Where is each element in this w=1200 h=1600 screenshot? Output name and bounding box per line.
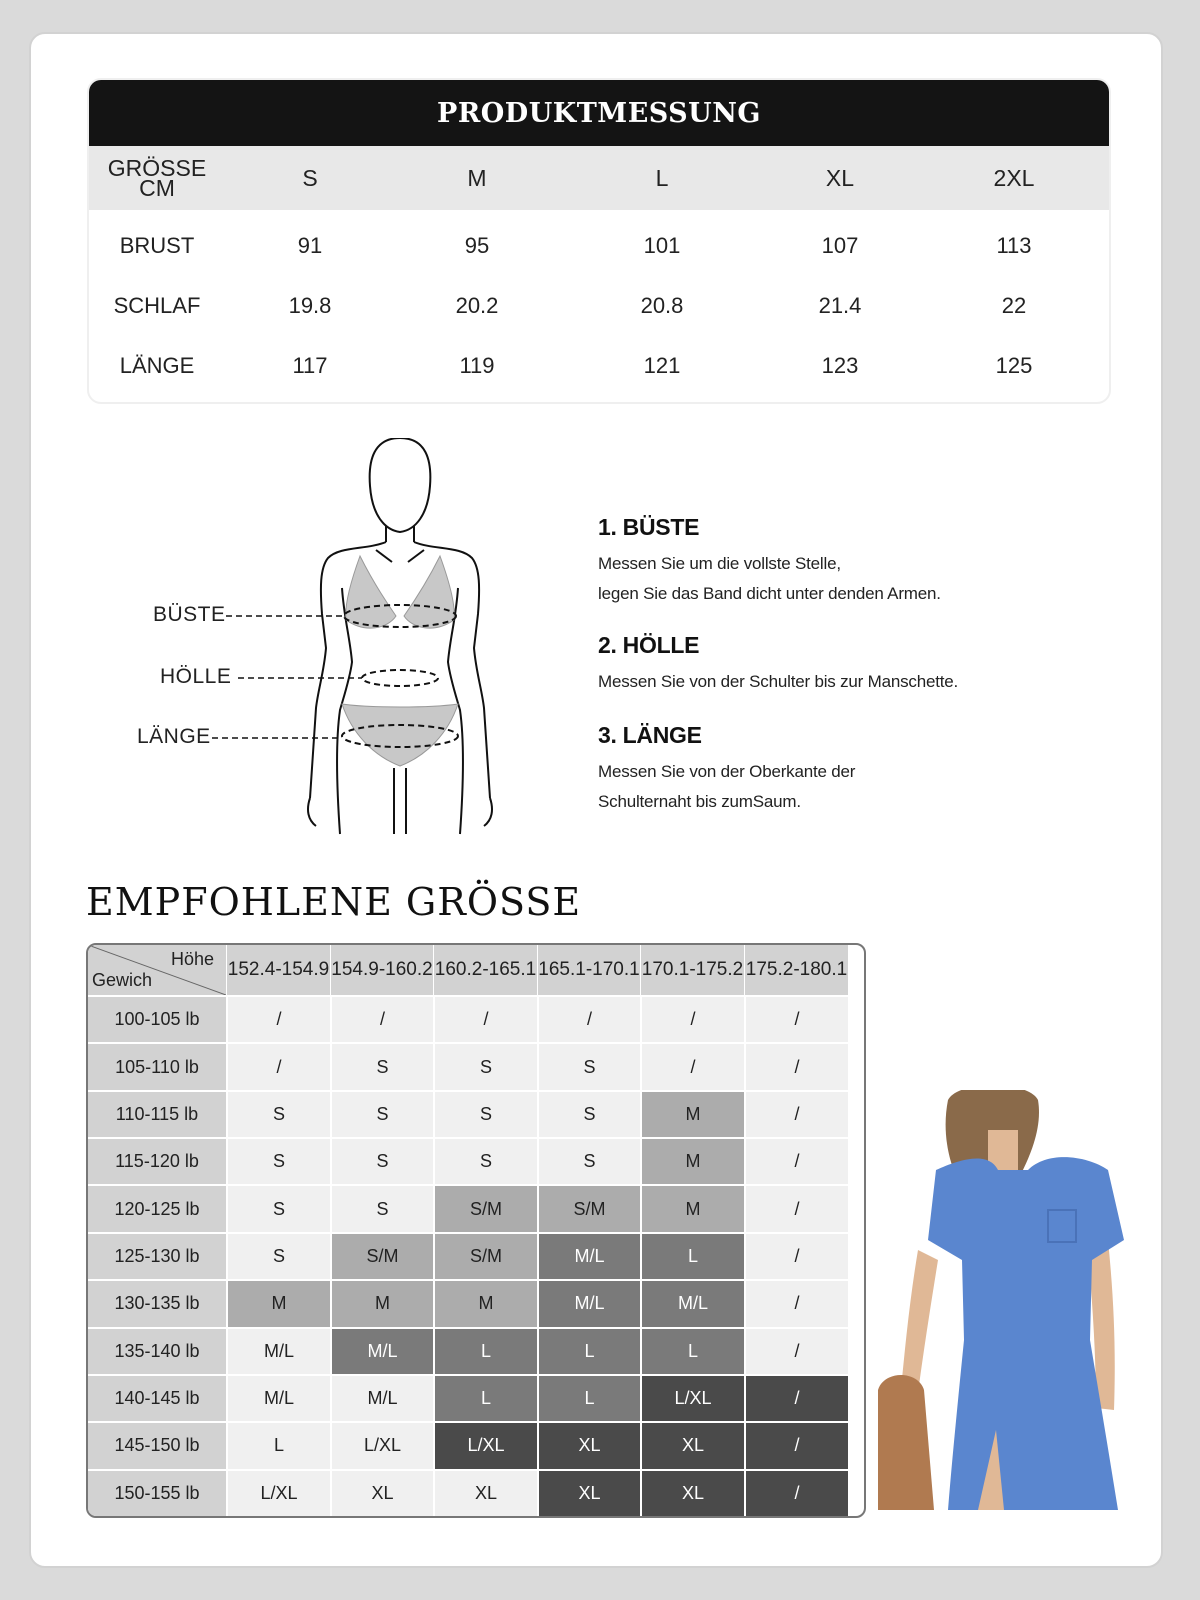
weight-row [88,995,864,1042]
weight-row [88,1042,864,1089]
size-recommendation-cell: / [433,995,537,1042]
height-column-header: 160.2-165.1 [433,945,537,995]
size-recommendation-cell: L/XL [226,1469,330,1516]
size-recommendation-cell: L [433,1374,537,1421]
size-recommendation-cell: S [330,1137,433,1184]
height-corner-label: Höhe [170,949,214,969]
size-recommendation-cell: / [640,1042,744,1089]
instruction-text: Messen Sie von der Oberkante der [598,762,856,781]
weight-row-header: 130-135 lb [88,1279,226,1326]
size-recommendation-cell: / [744,995,848,1042]
size-recommendation-cell: S/M [433,1184,537,1231]
size-recommendation-cell: M [226,1279,330,1326]
instruction-waist [598,632,1078,697]
instruction-heading: 3. LÄNGE [598,722,702,748]
size-recommendation-cell: S [433,1137,537,1184]
measurement-value: 125 [995,353,1033,378]
weight-row-header: 100-105 lb [88,995,226,1042]
size-recommendation-cell: S [330,1090,433,1137]
size-unit-header [89,146,225,210]
weight-row-header: 120-125 lb [88,1184,226,1231]
weight-row [88,1137,864,1184]
product-measurement-title: PRODUKTMESSUNG [89,80,1109,146]
measurement-value: 101 [643,233,681,258]
size-recommendation-cell: M/L [640,1279,744,1326]
size-recommendation-cell: L [226,1421,330,1468]
weight-row [88,1232,864,1279]
instruction-length [598,722,1078,817]
size-column-header: L [655,165,669,191]
size-recommendation-cell: / [744,1232,848,1279]
weight-row-header: 150-155 lb [88,1469,226,1516]
measurement-row [89,276,1109,336]
size-recommendation-cell: / [744,1279,848,1326]
weight-row-header: 110-115 lb [88,1090,226,1137]
weight-row [88,1421,864,1468]
instruction-text: Messen Sie um die vollste Stelle, [598,554,841,573]
weight-row [88,1090,864,1137]
weight-row [88,1184,864,1231]
size-recommendation-cell: S [226,1232,330,1279]
measurement-row [89,336,1109,396]
measurement-value: 91 [297,233,323,258]
instruction-heading: 1. BÜSTE [598,514,700,540]
size-recommendation-cell: S [433,1042,537,1089]
size-recommendation-cell: M [640,1184,744,1231]
size-recommendation-cell: L [537,1327,640,1374]
size-recommendation-cell: S/M [537,1184,640,1231]
waist-label: HÖLLE [160,665,232,688]
corner-header-cell [88,945,226,995]
size-recommendation-cell: / [226,1042,330,1089]
handbag [878,1375,934,1510]
size-recommendation-cell: M/L [330,1327,433,1374]
size-recommendation-cell: L/XL [330,1421,433,1468]
size-recommendation-cell: M [330,1279,433,1326]
size-recommendation-cell: / [640,995,744,1042]
measurement-label: LÄNGE [119,353,195,378]
measurement-value: 121 [643,353,681,378]
measurement-value: 20.2 [455,293,499,318]
size-recommendation-cell: S [330,1184,433,1231]
size-recommendation-cell: M/L [537,1279,640,1326]
size-recommendation-cell: XL [640,1469,744,1516]
measurement-value: 113 [996,233,1032,258]
size-recommendation-cell: / [744,1421,848,1468]
size-recommendation-cell: S [433,1090,537,1137]
measurement-value: 95 [464,233,490,258]
size-recommendation-cell: L [433,1327,537,1374]
measurement-value: 22 [1001,293,1027,318]
model-photo [878,1090,1158,1520]
size-recommendation-cell: M/L [330,1374,433,1421]
instruction-text: legen Sie das Band dicht unter denden Armen. [598,584,941,603]
weight-row [88,1469,864,1516]
size-column-header: XL [825,165,855,191]
height-column-header: 175.2-180.1 [744,945,848,995]
size-recommendation-cell: L/XL [433,1421,537,1468]
length-label: LÄNGE [137,725,211,748]
measurement-value: 107 [821,233,859,258]
measurement-value: 117 [292,353,328,378]
measurement-rows [89,210,1109,396]
size-recommendation-cell: XL [537,1469,640,1516]
size-column-header: S [302,165,318,191]
height-column-header: 165.1-170.1 [537,945,640,995]
weight-row [88,1279,864,1326]
size-recommendation-cell: M/L [226,1374,330,1421]
weight-row [88,1327,864,1374]
size-recommendation-cell: XL [640,1421,744,1468]
measurement-value: 21.4 [818,293,862,318]
weight-row [88,1374,864,1421]
weight-row-header: 140-145 lb [88,1374,226,1421]
size-recommendation-cell: S [226,1137,330,1184]
size-recommendation-cell: S [537,1042,640,1089]
measurement-row [89,216,1109,276]
size-recommendation-cell: M [640,1090,744,1137]
size-recommendation-cell: M/L [537,1232,640,1279]
size-recommendation-cell: S [226,1184,330,1231]
size-recommendation-cell: S [537,1090,640,1137]
size-recommendation-cell: / [744,1184,848,1231]
size-recommendation-cell: / [744,1374,848,1421]
weight-row-header: 115-120 lb [88,1137,226,1184]
size-recommendation-cell: S/M [433,1232,537,1279]
instruction-heading: 2. HÖLLE [598,632,700,658]
size-recommendation-cell: L/XL [640,1374,744,1421]
size-recommendation-cell: S [537,1137,640,1184]
measurement-label: SCHLAF [113,293,201,318]
size-column-header: M [467,165,487,191]
height-column-header: 170.1-175.2 [640,945,744,995]
weight-row-header: 125-130 lb [88,1232,226,1279]
size-recommendation-cell: L [537,1374,640,1421]
recommended-size-title: EMPFOHLENE GRÖSSE [86,880,582,924]
size-recommendation-cell: / [744,1469,848,1516]
size-recommendation-cell: S/M [330,1232,433,1279]
measurement-value: 20.8 [640,293,684,318]
weight-row-header: 145-150 lb [88,1421,226,1468]
instruction-text: Messen Sie von der Schulter bis zur Manschette. [598,672,959,691]
size-recommendation-cell: M/L [226,1327,330,1374]
unit-header-label: CM [139,175,175,201]
height-column-header: 152.4-154.9 [226,945,330,995]
height-header-row [88,945,864,995]
bust-label: BÜSTE [153,603,226,626]
body-measurement-diagram [130,438,510,838]
size-recommendation-cell: S [226,1090,330,1137]
measurement-value: 119 [459,353,495,378]
size-recommendation-cell: M [433,1279,537,1326]
size-recommendation-cell: / [744,1137,848,1184]
size-recommendation-cell: S [330,1042,433,1089]
weight-row-header: 135-140 lb [88,1327,226,1374]
size-recommendation-cell: XL [433,1469,537,1516]
size-recommendation-cell: XL [537,1421,640,1468]
size-recommendation-cell: / [226,995,330,1042]
height-column-header: 154.9-160.2 [330,945,433,995]
instruction-text: Schulternaht bis zumSaum. [598,792,801,811]
size-recommendation-cell: M [640,1137,744,1184]
size-recommendation-cell: XL [330,1469,433,1516]
size-recommendation-cell: / [744,1327,848,1374]
size-recommendation-cell: / [744,1042,848,1089]
size-recommendation-cell: / [330,995,433,1042]
measurement-value: 19.8 [288,293,332,318]
size-recommendation-cell: L [640,1232,744,1279]
recommended-size-grid [86,943,866,1518]
size-header-row [89,146,1109,210]
product-measurement-table [87,78,1111,404]
size-column-header: 2XL [993,165,1035,191]
instruction-bust [598,514,1078,609]
weight-corner-label: Gewich [92,970,153,990]
size-recommendation-cell: / [744,1090,848,1137]
measurement-label: BRUST [119,233,195,258]
measurement-value: 123 [821,353,859,378]
size-recommendation-cell: L [640,1327,744,1374]
weight-row-header: 105-110 lb [88,1042,226,1089]
size-header-label: GRÖSSE [107,155,207,181]
size-recommendation-cell: / [537,995,640,1042]
